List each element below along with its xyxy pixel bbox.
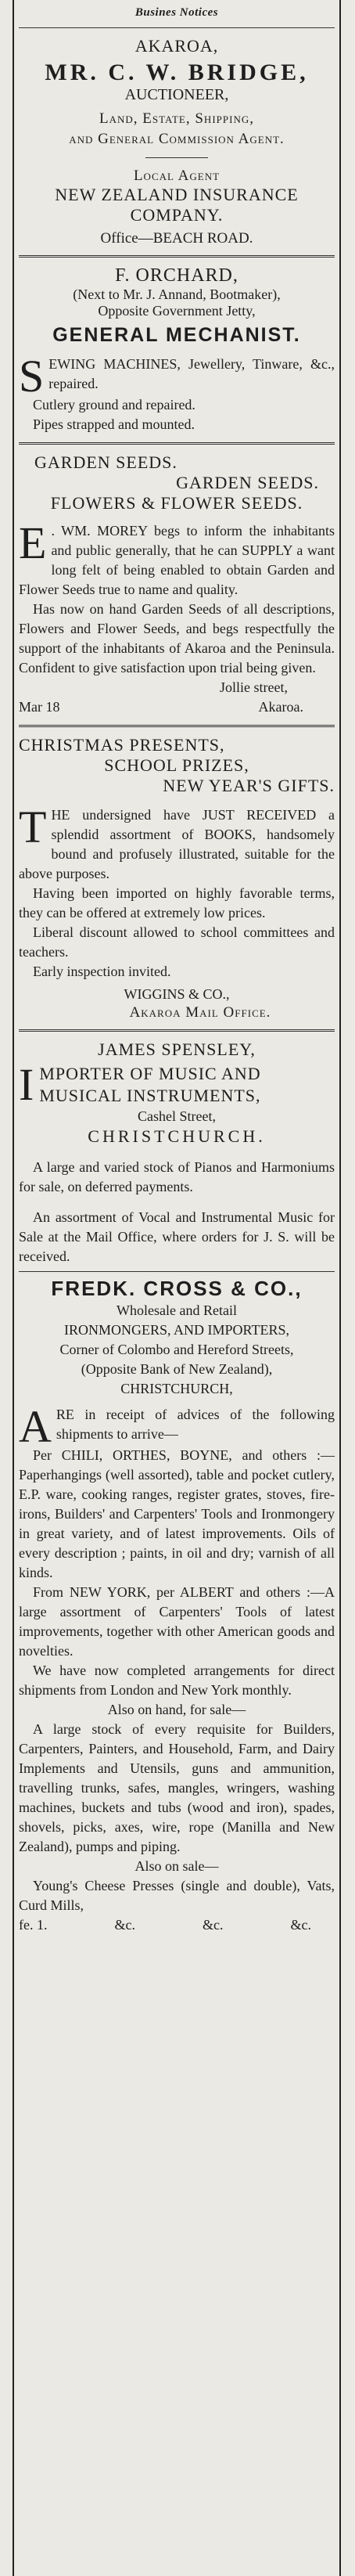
morey-p1-text: . WM. MOREY begs to inform the inhabitants and public generally, that he can SUPPLY a want long felt of being enabled to obtain Garden and Flower Seeds true to name and quality. <box>19 523 335 597</box>
cross-line4: (Opposite Bank of New Zealand), <box>81 1361 273 1377</box>
bridge-line2: and General Commission Agent. <box>69 131 285 147</box>
bridge-office: Office—BEACH ROAD. <box>100 230 253 247</box>
cross-line3: Corner of Colombo and Hereford Streets, <box>59 1342 294 1357</box>
cross-footer <box>19 1915 335 1935</box>
orchard-line3: Cutlery ground and repaired. <box>33 397 195 413</box>
drop-cap: E <box>19 517 47 568</box>
drop-cap: I <box>19 1059 35 1110</box>
cross-date: fe. 1. <box>19 1917 48 1933</box>
spensley-p2: An assortment of Vocal and Instrumental Music for Sale at the Mail Office, where orders for J. S. will be received. <box>19 1209 335 1264</box>
orchard-body <box>19 351 335 402</box>
notices-column <box>13 0 341 2576</box>
cross-p1 <box>19 1401 335 1452</box>
morey-h2: GARDEN SEEDS. <box>176 473 319 492</box>
orchard-name: F. ORCHARD, <box>115 265 238 286</box>
cross-p3: From NEW YORK, per ALBERT and others :—A large assortment of Carpenters' Tools of latest improvements, together with other American goods and novelties. <box>19 1584 335 1659</box>
spensley-advert <box>19 1039 335 1266</box>
morey-p1 <box>19 517 335 600</box>
morey-dateline <box>19 697 335 717</box>
wiggins-advert <box>19 735 335 1021</box>
cross-line2: IRONMONGERS, AND IMPORTERS, <box>64 1322 289 1338</box>
wiggins-h1: CHRISTMAS PRESENTS, <box>19 735 225 755</box>
cross-name: FREDK. CROSS & CO., <box>51 1277 303 1300</box>
cross-p1-text: RE in receipt of advices of the following shipments to arrive— <box>56 1407 335 1442</box>
divider <box>19 27 335 28</box>
cross-advert <box>19 1277 335 1935</box>
drop-cap: A <box>19 1401 52 1452</box>
spensley-title-text: MPORTER OF MUSIC AND MUSICAL INSTRUMENTS, <box>39 1064 261 1105</box>
orchard-line1: (Next to Mr. J. Annand, Bootmaker), <box>73 286 281 302</box>
bridge-line1: Land, Estate, Shipping, <box>99 110 254 127</box>
orchard-advert <box>19 265 335 434</box>
wiggins-office: Akaroa Mail Office. <box>129 1004 271 1021</box>
wiggins-p3: Liberal discount allowed to school committees and teachers. <box>19 924 335 960</box>
wiggins-p1-text: HE undersigned have JUST RECEIVED a splendid assortment of BOOKS, handsomely bound and profusely illustrated, suitable for the above purposes. <box>19 807 335 881</box>
cross-p7: Also on sale— <box>134 1858 219 1874</box>
drop-cap: T <box>19 802 47 852</box>
cross-etc-3: &c. <box>290 1917 311 1933</box>
morey-date: Mar 18 <box>19 699 60 715</box>
divider <box>19 442 335 445</box>
orchard-line4: Pipes strapped and mounted. <box>33 416 195 432</box>
orchard-body-text: EWING MACHINES, Jewellery, Tinware, &c., repaired. <box>48 356 335 391</box>
wiggins-signature: WIGGINS & CO., <box>124 986 230 1002</box>
wiggins-p2: Having been imported on highly favorable terms, they can be offered at extremely low prices. <box>19 885 335 921</box>
spensley-name: JAMES SPENSLEY, <box>98 1039 256 1059</box>
morey-address: Jollie street, <box>220 679 288 695</box>
bridge-company-1: NEW ZEALAND INSURANCE <box>55 185 299 204</box>
morey-advert <box>19 452 335 717</box>
cross-etc-2: &c. <box>202 1917 224 1933</box>
morey-h1: GARDEN SEEDS. <box>34 452 178 472</box>
spensley-title <box>19 1059 335 1110</box>
spensley-p1: A large and varied stock of Pianos and Harmoniums for sale, on deferred payments. <box>19 1159 335 1194</box>
cross-p4: We have now completed arrangements for direct shipments from London and New York monthly. <box>19 1663 335 1698</box>
wiggins-h2: SCHOOL PRIZES, <box>104 755 249 775</box>
cross-p8: Young's Cheese Presses (single and double), Vats, Curd Mills, <box>19 1878 335 1913</box>
drop-cap: S <box>19 351 45 402</box>
divider <box>19 1029 335 1032</box>
spensley-city: CHRISTCHURCH. <box>88 1126 266 1146</box>
cross-p5: Also on hand, for sale— <box>107 1702 246 1717</box>
bridge-company-2: COMPANY. <box>130 205 224 225</box>
cross-line1: Wholesale and Retail <box>117 1302 237 1318</box>
orchard-line2: Opposite Government Jetty, <box>98 303 256 319</box>
morey-town: Akaroa. <box>258 699 303 715</box>
bridge-name: MR. C. W. BRIDGE, <box>45 59 309 85</box>
cross-etc-1: &c. <box>114 1917 135 1933</box>
spensley-street: Cashel Street, <box>138 1108 216 1124</box>
bridge-role: AUCTIONEER, <box>124 86 229 103</box>
cross-p2: Per CHILI, ORTHES, BOYNE, and others :—Paperhangings (well assorted), table and pocket cutlery, E.P. ware, cooking ranges, register grates, stoves, fire-irons, Builders' and Carpenters' Tools and Ironmongery in great variety, and of latest improvements. Oils of every description ; paints, in oil and dry; varnish of all kinds. <box>19 1447 335 1580</box>
divider <box>19 1271 335 1272</box>
section-header: Busines Notices <box>134 6 219 19</box>
cross-p6: A large stock of every requisite for Builders, Carpenters, Painters, and Household, Farm, and Dairy Implements and Utensils, guns and ammunition, travelling trunks, safes, mangles, wringers, washing machines, buckets and tubs (wood and iron), spades, shovels, picks, axes, wire, rope (Manilla and New Zealand), pumps and piping. <box>19 1721 335 1854</box>
wiggins-p4: Early inspection invited. <box>33 964 171 979</box>
orchard-title: GENERAL MECHANIST. <box>52 324 301 346</box>
divider <box>19 255 335 258</box>
short-rule <box>145 157 208 158</box>
morey-h3: FLOWERS & FLOWER SEEDS. <box>50 493 303 513</box>
bridge-advert <box>19 36 335 247</box>
wiggins-p1 <box>19 802 335 884</box>
cross-city: CHRISTCHURCH, <box>120 1381 233 1396</box>
morey-p2: Has now on hand Garden Seeds of all descriptions, Flowers and Flower Seeds, and begs respectfully the support of the inhabitants of Akaroa and the Peninsula. Confident to give satisfaction upon trial being given. <box>19 601 335 676</box>
divider <box>19 725 335 727</box>
bridge-town: AKAROA, <box>134 36 219 56</box>
bridge-agent-label: Local Agent <box>133 168 221 184</box>
wiggins-h3: NEW YEAR'S GIFTS. <box>163 776 335 795</box>
